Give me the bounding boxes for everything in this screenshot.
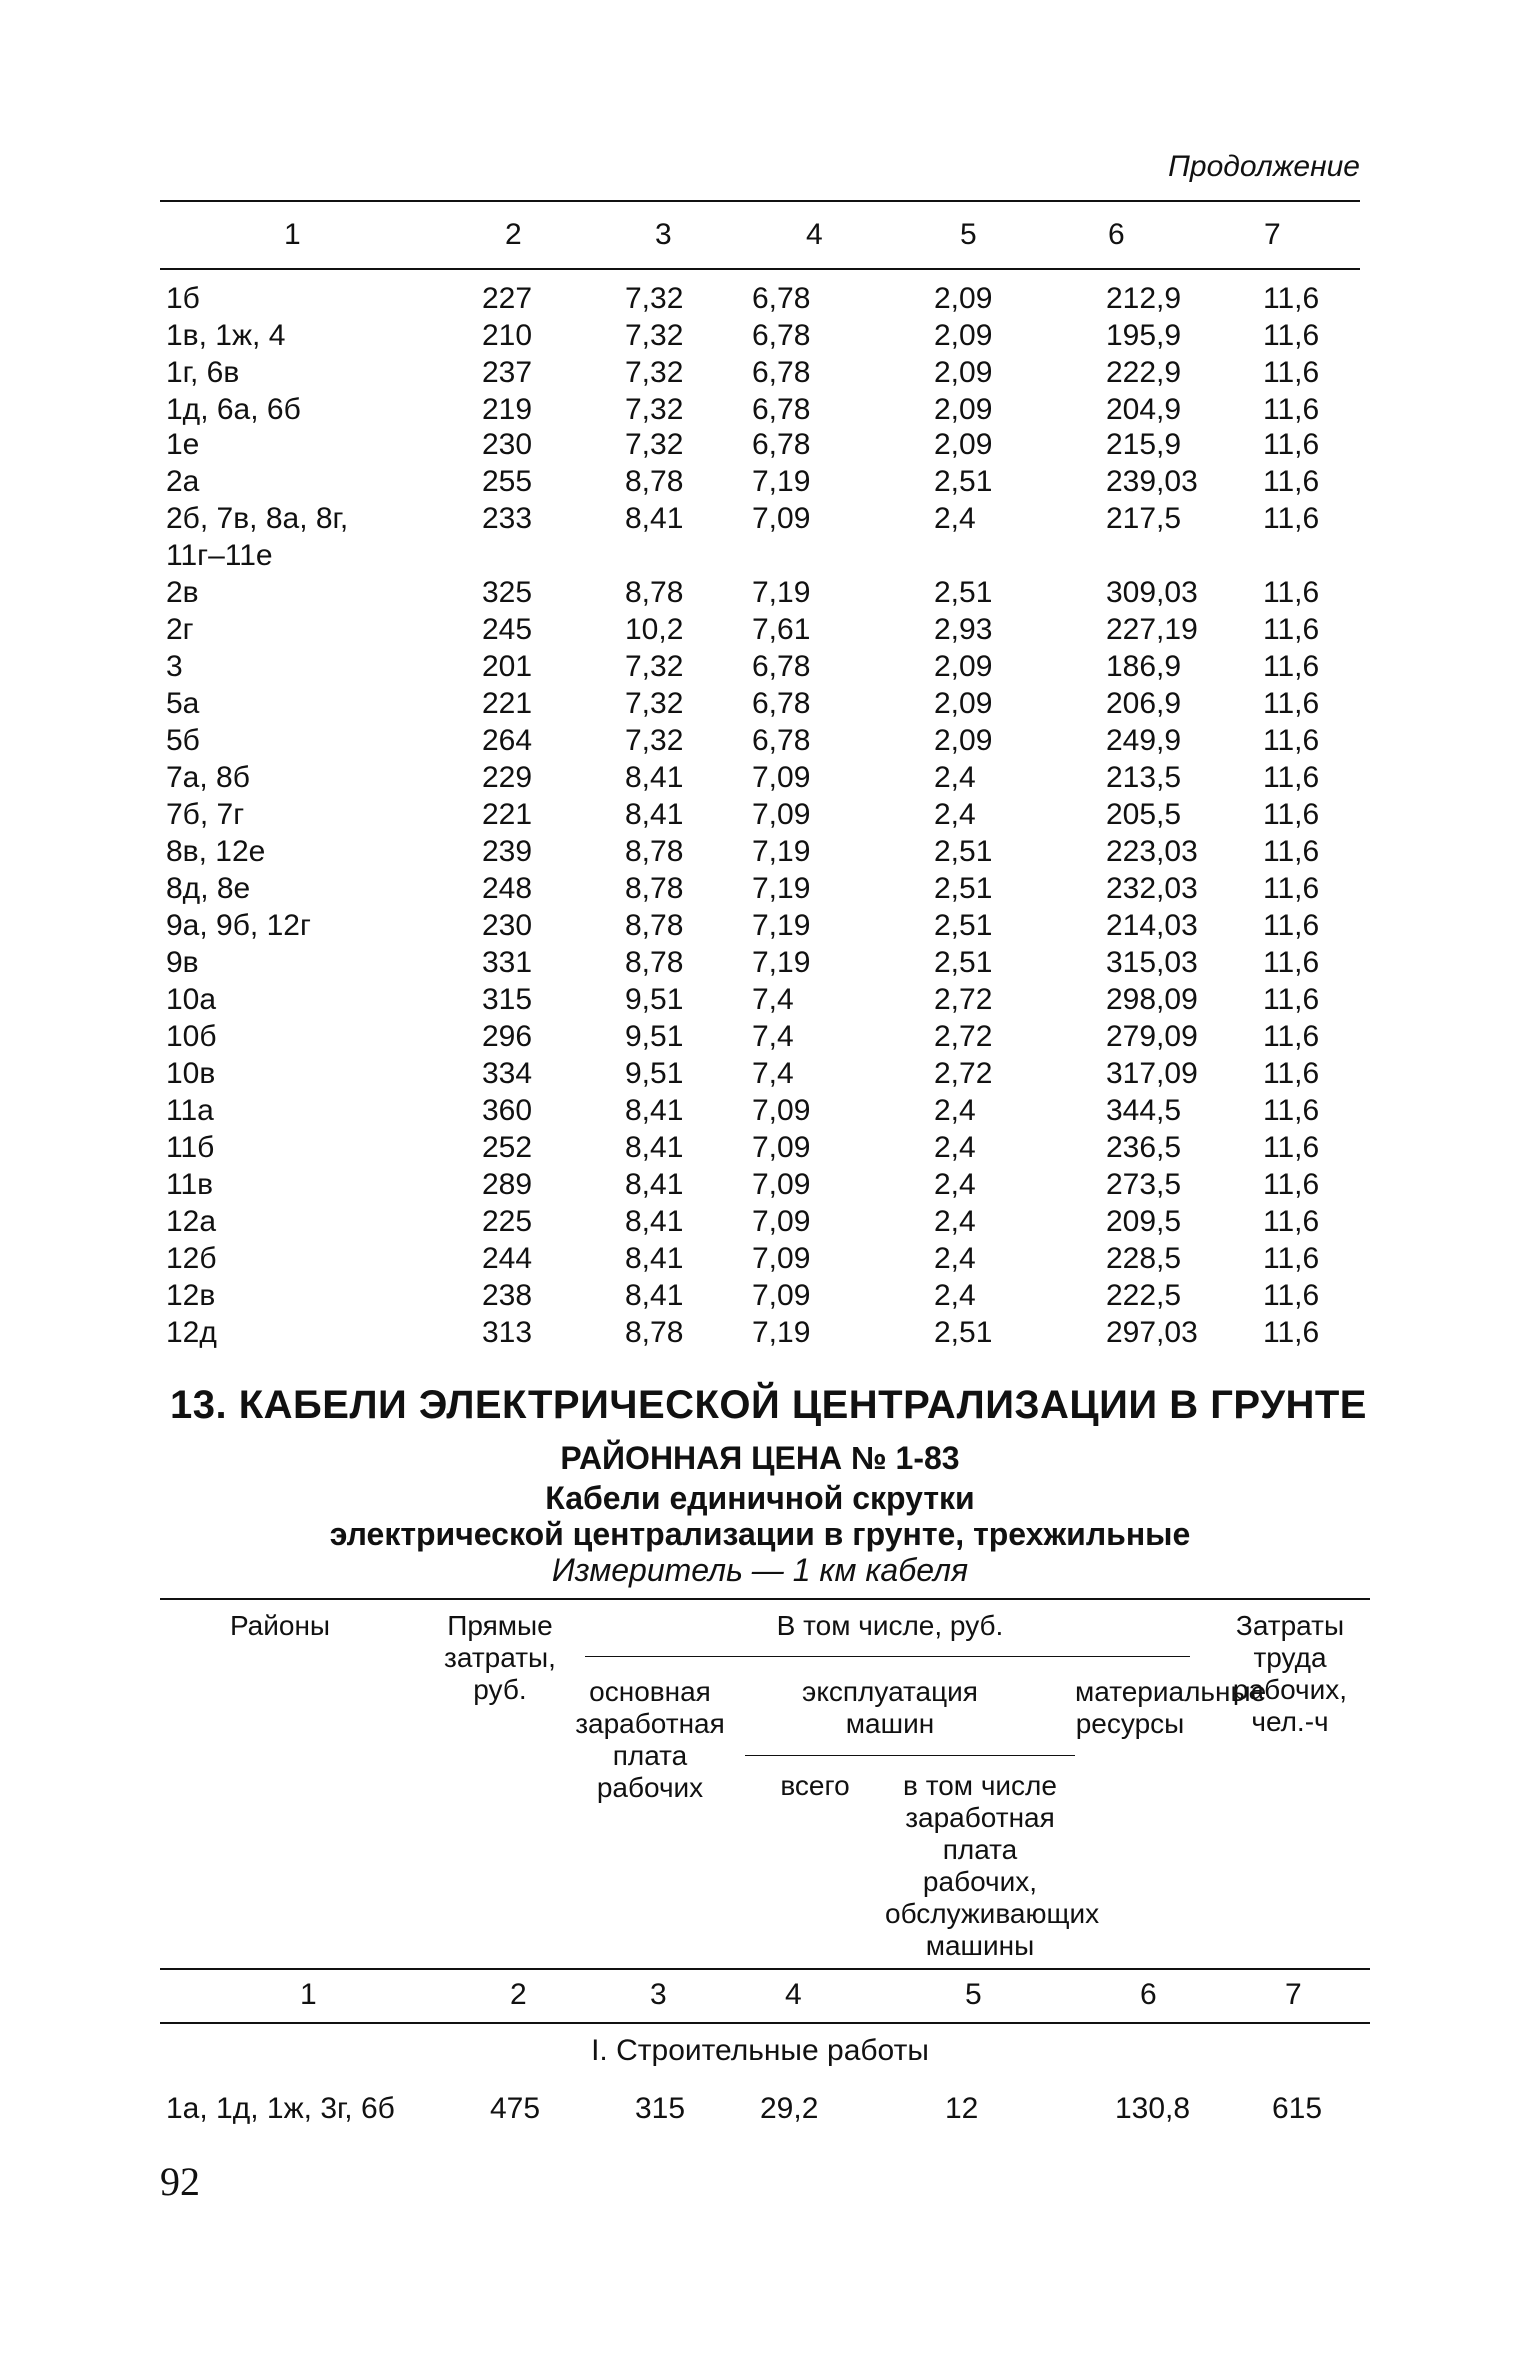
table-cell: 186,9	[1106, 650, 1182, 683]
table-cell: 11,6	[1263, 761, 1320, 794]
table-cell: 11,6	[1263, 946, 1320, 979]
table-cell: 11,6	[1263, 983, 1320, 1016]
table-cell: 2г	[166, 613, 194, 646]
table-cell: 2,51	[934, 1316, 993, 1349]
table-cell: 8,78	[625, 909, 684, 942]
table-row	[160, 1279, 1360, 1316]
table-cell: 201	[482, 650, 533, 683]
table-cell: 223,03	[1106, 835, 1198, 868]
table-cell: 2,4	[934, 761, 976, 794]
table-row	[160, 650, 1360, 687]
table-cell: 9,51	[625, 1057, 684, 1090]
table-cell: 325	[482, 576, 533, 609]
table-cell: 11а	[166, 1094, 214, 1127]
table-cell: 6,78	[752, 356, 811, 389]
table-cell: 7,32	[625, 319, 684, 352]
table-row	[160, 687, 1360, 724]
header-base-wage: основная заработная плата рабочих	[575, 1676, 725, 1803]
table-cell: 11,6	[1263, 798, 1320, 831]
table-cell: 2,4	[934, 1168, 976, 1201]
table-cell: 8,41	[625, 1131, 684, 1164]
table-cell: 2,4	[934, 1094, 976, 1127]
table-row	[160, 1020, 1360, 1057]
table-cell: 8,41	[625, 1242, 684, 1275]
table-cell: 11,6	[1263, 282, 1320, 315]
table-cell: 2,51	[934, 576, 993, 609]
table-row	[160, 282, 1360, 319]
table-row	[160, 724, 1360, 761]
table-row	[160, 393, 1360, 430]
table-row	[160, 983, 1360, 1020]
table-cell: 221	[482, 687, 533, 720]
table-cell: 317,09	[1106, 1057, 1198, 1090]
table-cell: 248	[482, 872, 533, 905]
table-cell: 2,51	[934, 872, 993, 905]
table-cell: 9,51	[625, 1020, 684, 1053]
table-cell: 229	[482, 761, 533, 794]
table1-header-cell: 6	[1108, 218, 1125, 251]
page-number: 92	[160, 2159, 200, 2204]
table-cell: 2,09	[934, 428, 993, 461]
table-cell: 10б	[166, 1020, 217, 1053]
table-cell: 204,9	[1106, 393, 1182, 426]
table-cell: 205,5	[1106, 798, 1182, 831]
table-cell: 7,09	[752, 1242, 811, 1275]
table1-header-cell: 1	[284, 218, 301, 251]
table-cell: 11,6	[1263, 1242, 1320, 1275]
table-cell: 289	[482, 1168, 533, 1201]
table-cell: 236,5	[1106, 1131, 1182, 1164]
table-cell: 222,9	[1106, 356, 1182, 389]
table-cell: 6,78	[752, 724, 811, 757]
table-cell: 8,41	[625, 1094, 684, 1127]
table-cell: 1б	[166, 282, 200, 315]
table-cell: 7,32	[625, 724, 684, 757]
table-cell: 11в	[166, 1168, 214, 1201]
table-cell: 238	[482, 1279, 533, 1312]
table-cell: 8,78	[625, 1316, 684, 1349]
table-cell: 7,09	[752, 1205, 811, 1238]
table-cell: 296	[482, 1020, 533, 1053]
table-cell: 244	[482, 1242, 533, 1275]
table-cell: 213,5	[1106, 761, 1182, 794]
table-cell: 11,6	[1263, 1094, 1320, 1127]
table2-colnum: 1	[300, 1978, 317, 2011]
table-cell: 255	[482, 465, 533, 498]
table-cell: 245	[482, 613, 533, 646]
table-cell: 7б, 7г	[166, 798, 245, 831]
header-direct-costs: Прямые затраты, руб.	[444, 1610, 556, 1705]
table-cell: 12д	[166, 1316, 217, 1349]
table-cell: 8,78	[625, 872, 684, 905]
table1-header-row	[160, 218, 1360, 255]
table-cell: 221	[482, 798, 533, 831]
table-cell: 7,32	[625, 282, 684, 315]
table-cell: 2б, 7в, 8а, 8г,	[166, 502, 349, 535]
table2-colnum: 2	[510, 1978, 527, 2011]
table-cell: 11г–11е	[166, 539, 273, 572]
table1-header-cell: 4	[806, 218, 823, 251]
table-cell: 7,32	[625, 428, 684, 461]
table2-colnum: 6	[1140, 1978, 1157, 2011]
table-cell: 7,19	[752, 909, 811, 942]
table-cell: 615	[1272, 2092, 1323, 2125]
table-cell: 10,2	[625, 613, 684, 646]
table-cell: 10а	[166, 983, 217, 1016]
table-cell: 2,4	[934, 1205, 976, 1238]
table-cell: 2,51	[934, 946, 993, 979]
table-cell: 9,51	[625, 983, 684, 1016]
table-cell: 12в	[166, 1279, 216, 1312]
table-cell: 11,6	[1263, 835, 1320, 868]
table-cell: 239	[482, 835, 533, 868]
table-cell: 214,03	[1106, 909, 1198, 942]
table-cell: 1а, 1д, 1ж, 3г, 6б	[166, 2092, 395, 2125]
table-cell: 232,03	[1106, 872, 1198, 905]
table-cell: 5а	[166, 687, 200, 720]
table-cell: 239,03	[1106, 465, 1198, 498]
table-cell: 9а, 9б, 12г	[166, 909, 311, 942]
price-number: РАЙОННАЯ ЦЕНА № 1-83	[560, 1440, 960, 1476]
table-cell: 8,78	[625, 946, 684, 979]
table-cell: 2,72	[934, 983, 993, 1016]
table-cell: 7,19	[752, 872, 811, 905]
header-total: всего	[780, 1770, 850, 1801]
table-cell: 227	[482, 282, 533, 315]
table-cell: 12	[945, 2092, 979, 2125]
table2-colnum: 3	[650, 1978, 667, 2011]
table-cell: 7,19	[752, 576, 811, 609]
table-row	[160, 872, 1360, 909]
table-cell: 11,6	[1263, 613, 1320, 646]
table-cell: 2,09	[934, 650, 993, 683]
table-cell: 6,78	[752, 319, 811, 352]
table-cell: 215,9	[1106, 428, 1182, 461]
table-cell: 8,78	[625, 576, 684, 609]
table-cell: 7,4	[752, 1020, 794, 1053]
table-cell: 2в	[166, 576, 199, 609]
table-cell: 8,41	[625, 1168, 684, 1201]
table-cell: 8д, 8е	[166, 872, 251, 905]
table-cell: 233	[482, 502, 533, 535]
table-cell: 2,93	[934, 613, 993, 646]
table-cell: 11,6	[1263, 393, 1320, 426]
header-machine-operation: эксплуатация машин	[802, 1676, 978, 1739]
table-cell: 7,32	[625, 356, 684, 389]
table-cell: 230	[482, 909, 533, 942]
table-cell: 264	[482, 724, 533, 757]
table-cell: 225	[482, 1205, 533, 1238]
table-cell: 7,09	[752, 1279, 811, 1312]
table-row	[160, 835, 1360, 872]
table-cell: 2,51	[934, 835, 993, 868]
table-cell: 7,09	[752, 1094, 811, 1127]
table-cell: 11,6	[1263, 319, 1320, 352]
table-cell: 7а, 8б	[166, 761, 250, 794]
table-cell: 279,09	[1106, 1020, 1198, 1053]
table-cell: 334	[482, 1057, 533, 1090]
table-row	[160, 909, 1360, 946]
table-row	[160, 2092, 1370, 2132]
table-cell: 7,19	[752, 1316, 811, 1349]
table-cell: 7,32	[625, 687, 684, 720]
table-cell: 11,6	[1263, 1316, 1320, 1349]
table-cell: 7,09	[752, 1131, 811, 1164]
table-cell: 2,09	[934, 282, 993, 315]
table-cell: 7,09	[752, 798, 811, 831]
header-machine-rule	[745, 1755, 1075, 1756]
table-cell: 206,9	[1106, 687, 1182, 720]
table-cell: 1г, 6в	[166, 356, 240, 389]
continuation-label: Продолжение	[1168, 150, 1360, 183]
table-cell: 9в	[166, 946, 199, 979]
table-row	[160, 1242, 1360, 1279]
table-cell: 297,03	[1106, 1316, 1198, 1349]
table-cell: 130,8	[1115, 2092, 1191, 2125]
table-cell: 7,4	[752, 1057, 794, 1090]
table-cell: 12а	[166, 1205, 217, 1238]
table1-header-cell: 7	[1264, 218, 1281, 251]
table-row	[160, 761, 1360, 798]
table2-colnum: 4	[785, 1978, 802, 2011]
table-cell: 8в, 12е	[166, 835, 266, 868]
table-row	[160, 356, 1360, 393]
table-cell: 2,4	[934, 1279, 976, 1312]
table-cell: 475	[490, 2092, 541, 2125]
header-labor: Затраты труда рабочих, чел.-ч	[1232, 1610, 1348, 1737]
table-cell: 8,78	[625, 835, 684, 868]
table-cell: 11,6	[1263, 909, 1320, 942]
table-cell: 1д, 6а, 6б	[166, 393, 301, 426]
table-cell: 11,6	[1263, 502, 1320, 535]
table-cell: 2,09	[934, 319, 993, 352]
table-row	[160, 576, 1360, 613]
table-cell: 2а	[166, 465, 200, 498]
table-cell: 11,6	[1263, 1279, 1320, 1312]
table-cell: 227,19	[1106, 613, 1198, 646]
table-row	[160, 319, 1360, 356]
table-cell: 2,4	[934, 1242, 976, 1275]
table-row	[160, 613, 1360, 650]
table-cell: 7,19	[752, 465, 811, 498]
table-cell: 222,5	[1106, 1279, 1182, 1312]
table-row	[160, 465, 1360, 502]
table-cell: 7,61	[752, 613, 811, 646]
table-cell: 2,4	[934, 1131, 976, 1164]
table-cell: 7,09	[752, 761, 811, 794]
unit-of-measure: Измеритель — 1 км кабеля	[551, 1552, 969, 1588]
table-cell: 2,4	[934, 502, 976, 535]
table-cell: 8,78	[625, 465, 684, 498]
table-cell: 237	[482, 356, 533, 389]
table-cell: 2,51	[934, 909, 993, 942]
table-cell: 315,03	[1106, 946, 1198, 979]
table-cell: 228,5	[1106, 1242, 1182, 1275]
table-cell: 11б	[166, 1131, 215, 1164]
table-cell: 212,9	[1106, 282, 1182, 315]
table-cell: 7,32	[625, 393, 684, 426]
table-row	[160, 1094, 1360, 1131]
table-cell: 2,09	[934, 393, 993, 426]
table-cell: 10в	[166, 1057, 216, 1090]
table-cell: 2,72	[934, 1057, 993, 1090]
table-cell: 2,72	[934, 1020, 993, 1053]
table-cell: 29,2	[760, 2092, 819, 2125]
table-cell: 7,09	[752, 502, 811, 535]
table-cell: 5б	[166, 724, 200, 757]
table2-header-rule	[160, 1968, 1370, 1970]
table-cell: 11,6	[1263, 1168, 1320, 1201]
table-cell: 7,19	[752, 835, 811, 868]
table-cell: 7,32	[625, 650, 684, 683]
table-cell: 6,78	[752, 393, 811, 426]
table1-top-rule	[160, 200, 1360, 202]
table-cell: 360	[482, 1094, 533, 1127]
table-row	[160, 1205, 1360, 1242]
subsection-title: I. Строительные работы	[591, 2034, 929, 2067]
header-materials: материальные ресурсы	[1075, 1676, 1267, 1739]
table-cell: 3	[166, 650, 183, 683]
table-cell: 7,09	[752, 1168, 811, 1201]
table-row	[160, 1168, 1360, 1205]
header-regions: Районы	[229, 1610, 331, 1641]
section-subtitle-1: Кабели единичной скрутки	[545, 1480, 975, 1516]
table-cell: 8,41	[625, 798, 684, 831]
header-including-rule	[585, 1656, 1190, 1657]
table-cell: 6,78	[752, 428, 811, 461]
table-cell: 11,6	[1263, 1131, 1320, 1164]
table-cell: 298,09	[1106, 983, 1198, 1016]
table-cell: 1е	[166, 428, 200, 461]
table-row	[160, 1057, 1360, 1094]
table2-colnum: 5	[965, 1978, 982, 2011]
table-cell: 1в, 1ж, 4	[166, 319, 286, 352]
table-cell: 273,5	[1106, 1168, 1182, 1201]
table-cell: 11,6	[1263, 465, 1320, 498]
table-cell: 12б	[166, 1242, 217, 1275]
table-cell: 11,6	[1263, 872, 1320, 905]
table-cell: 315	[635, 2092, 686, 2125]
table-cell: 8,41	[625, 761, 684, 794]
table-cell: 8,41	[625, 1279, 684, 1312]
table-cell: 11,6	[1263, 650, 1320, 683]
table2-colnum-rule	[160, 2022, 1370, 2024]
table-cell: 11,6	[1263, 428, 1320, 461]
table-cell: 315	[482, 983, 533, 1016]
table-cell: 6,78	[752, 650, 811, 683]
table-cell: 2,51	[934, 465, 993, 498]
table-cell: 11,6	[1263, 1020, 1320, 1053]
table-cell: 2,09	[934, 356, 993, 389]
table-cell: 11,6	[1263, 1057, 1320, 1090]
table-cell: 11,6	[1263, 356, 1320, 389]
table-cell: 7,19	[752, 946, 811, 979]
table2-colnum: 7	[1285, 1978, 1302, 2011]
table-row	[160, 428, 1360, 465]
table-cell: 2,09	[934, 724, 993, 757]
section-title: 13. КАБЕЛИ ЭЛЕКТРИЧЕСКОЙ ЦЕНТРАЛИЗАЦИИ В ГРУНТЕ	[170, 1383, 1367, 1427]
table-cell: 195,9	[1106, 319, 1182, 352]
table1-header-rule	[160, 268, 1360, 270]
table-row	[160, 798, 1360, 835]
table-cell: 230	[482, 428, 533, 461]
table-cell: 331	[482, 946, 533, 979]
table-row	[160, 946, 1360, 983]
table-cell: 209,5	[1106, 1205, 1182, 1238]
table-row	[160, 539, 1360, 576]
table-cell: 6,78	[752, 687, 811, 720]
table-cell: 11,6	[1263, 724, 1320, 757]
table-cell: 7,4	[752, 983, 794, 1016]
section-subtitle-2: электрической централизации в грунте, трехжильные	[329, 1516, 1191, 1552]
table-cell: 6,78	[752, 282, 811, 315]
table1-header-cell: 5	[960, 218, 977, 251]
header-including-wage: в том числе заработная плата рабочих, обслуживающих машины	[885, 1770, 1100, 1961]
table-cell: 309,03	[1106, 576, 1198, 609]
header-including: В том числе, руб.	[776, 1610, 1004, 1641]
table-cell: 219	[482, 393, 533, 426]
table-cell: 344,5	[1106, 1094, 1182, 1127]
table-row	[160, 1316, 1360, 1353]
table-cell: 2,4	[934, 798, 976, 831]
table-cell: 2,09	[934, 687, 993, 720]
table1-header-cell: 2	[505, 218, 522, 251]
table-cell: 217,5	[1106, 502, 1182, 535]
table-cell: 313	[482, 1316, 533, 1349]
table-row	[160, 1131, 1360, 1168]
table2-top-rule	[160, 1598, 1370, 1600]
table-cell: 8,41	[625, 502, 684, 535]
table-cell: 11,6	[1263, 687, 1320, 720]
table-cell: 11,6	[1263, 1205, 1320, 1238]
table1-header-cell: 3	[655, 218, 672, 251]
table-cell: 249,9	[1106, 724, 1182, 757]
table-cell: 252	[482, 1131, 533, 1164]
table-row	[160, 502, 1360, 539]
table-cell: 210	[482, 319, 533, 352]
table-cell: 8,41	[625, 1205, 684, 1238]
table-cell: 11,6	[1263, 576, 1320, 609]
